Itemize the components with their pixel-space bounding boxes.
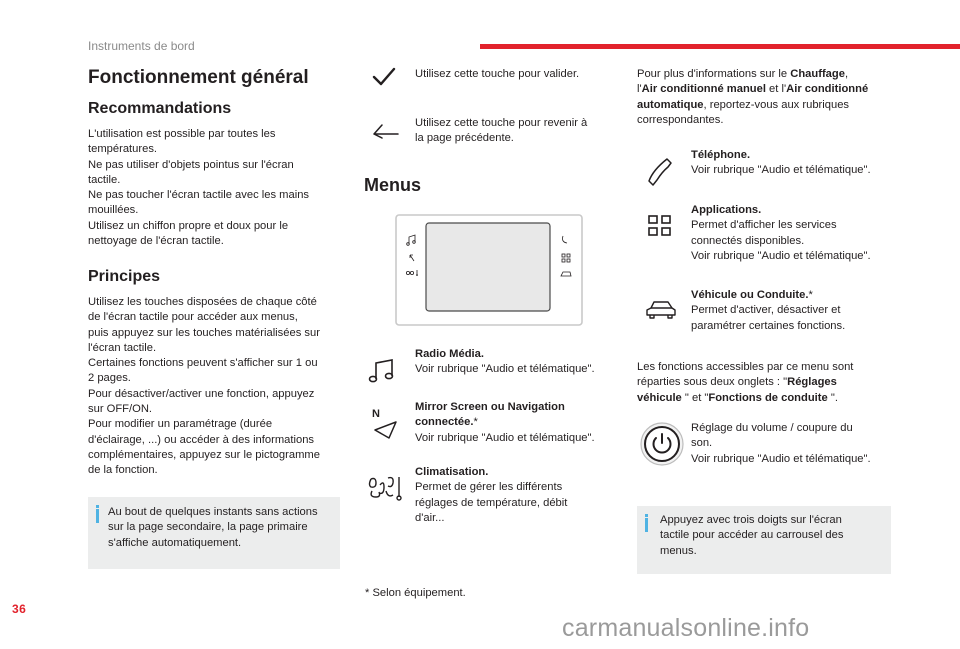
page-title: Fonctionnement général <box>88 67 309 88</box>
telephone-item: Téléphone. Voir rubrique "Audio et télématique". <box>691 149 871 177</box>
phone-icon <box>647 156 675 188</box>
radio-item: Radio Média. Voir rubrique "Audio et télématique". <box>415 348 595 376</box>
vehicule-item: Véhicule ou Conduite.* Permet d'activer, désactiver et paramétrer certaines fonctions. <box>691 289 846 332</box>
tip-text: Appuyez avec trois doigts sur l'écran tactile pour accéder au carrousel des menus. <box>660 514 844 557</box>
applications-item: Applications. Permet d'afficher les services connectés disponibles. Voir rubrique "Audio et télématique". <box>691 204 871 262</box>
heading-menus: Menus <box>364 175 422 195</box>
heading-recommandations: Recommandations <box>88 100 232 117</box>
header-accent-bar <box>480 44 960 49</box>
onglets-text: Les fonctions accessibles par ce menu sont réparties sous deux onglets : "Réglages véhicule " et "Fonctions de conduite ". <box>637 361 854 404</box>
navigation-icon <box>369 407 399 439</box>
touchscreen-illustration <box>395 214 583 326</box>
intro-text: Pour plus d'informations sur le Chauffage, l'Air conditionné manuel et l'Air conditionné automatique, reportez-vous aux rubriques correspondantes. <box>637 68 869 126</box>
volume-item: Réglage du volume / coupure du son. Voir rubrique "Audio et télématique". <box>691 422 871 465</box>
principes-text: Utilisez les touches disposées de chaque côté de l'écran tactile pour accéder aux menus, puis appuyez sur les touches matérialisées sur l'écran tactile. Certaines fonctions peuvent s'afficher sur 1 ou 2 pages. Pour désactiver/activer une fonction, appuyez sur OFF/ON. Pour modifier un paramétrage (durée d'éclairage, ...) ou accéder à des informations complémentaires, appuyez sur le pictogramme de la fonction. <box>88 296 320 477</box>
climate-fan-icon <box>366 473 404 503</box>
back-arrow-icon <box>370 120 400 140</box>
validate-text: Utilisez cette touche pour valider. <box>415 68 580 80</box>
music-note-icon <box>368 357 396 385</box>
checkmark-icon <box>371 66 397 88</box>
clim-item: Climatisation. Permet de gérer les différents réglages de température, débit d'air... <box>415 466 568 524</box>
mirror-item: Mirror Screen ou Navigation connectée.* Voir rubrique "Audio et télématique". <box>415 401 595 444</box>
power-button-icon <box>639 421 685 467</box>
tip-box-left <box>88 497 340 569</box>
apps-grid-icon <box>647 214 673 238</box>
tip-box-right <box>637 506 891 574</box>
svg-text:N: N <box>372 408 380 420</box>
section-title: Instruments de bord <box>88 39 195 53</box>
back-text: Utilisez cette touche pour revenir à la page précédente. <box>415 117 588 145</box>
tip-marker-icon <box>645 514 648 517</box>
footnote: * Selon équipement. <box>365 587 466 599</box>
page-number: 36 <box>12 602 27 616</box>
recommandations-text: L'utilisation est possible par toutes les températures. Ne pas utiliser d'objets pointus sur l'écran tactile. Ne pas toucher l'écran tactile avec les mains mouillées. Utilisez un chiffon propre et doux pour le nettoyage de l'écran tactile. <box>88 128 310 248</box>
tip-marker-icon <box>96 505 99 508</box>
tip-text: Au bout de quelques instants sans actions sur la page secondaire, la page primaire s'affiche automatiquement. <box>108 506 318 549</box>
car-icon <box>645 299 677 321</box>
heading-principes: Principes <box>88 268 161 285</box>
watermark: carmanualsonline.info <box>562 614 810 642</box>
